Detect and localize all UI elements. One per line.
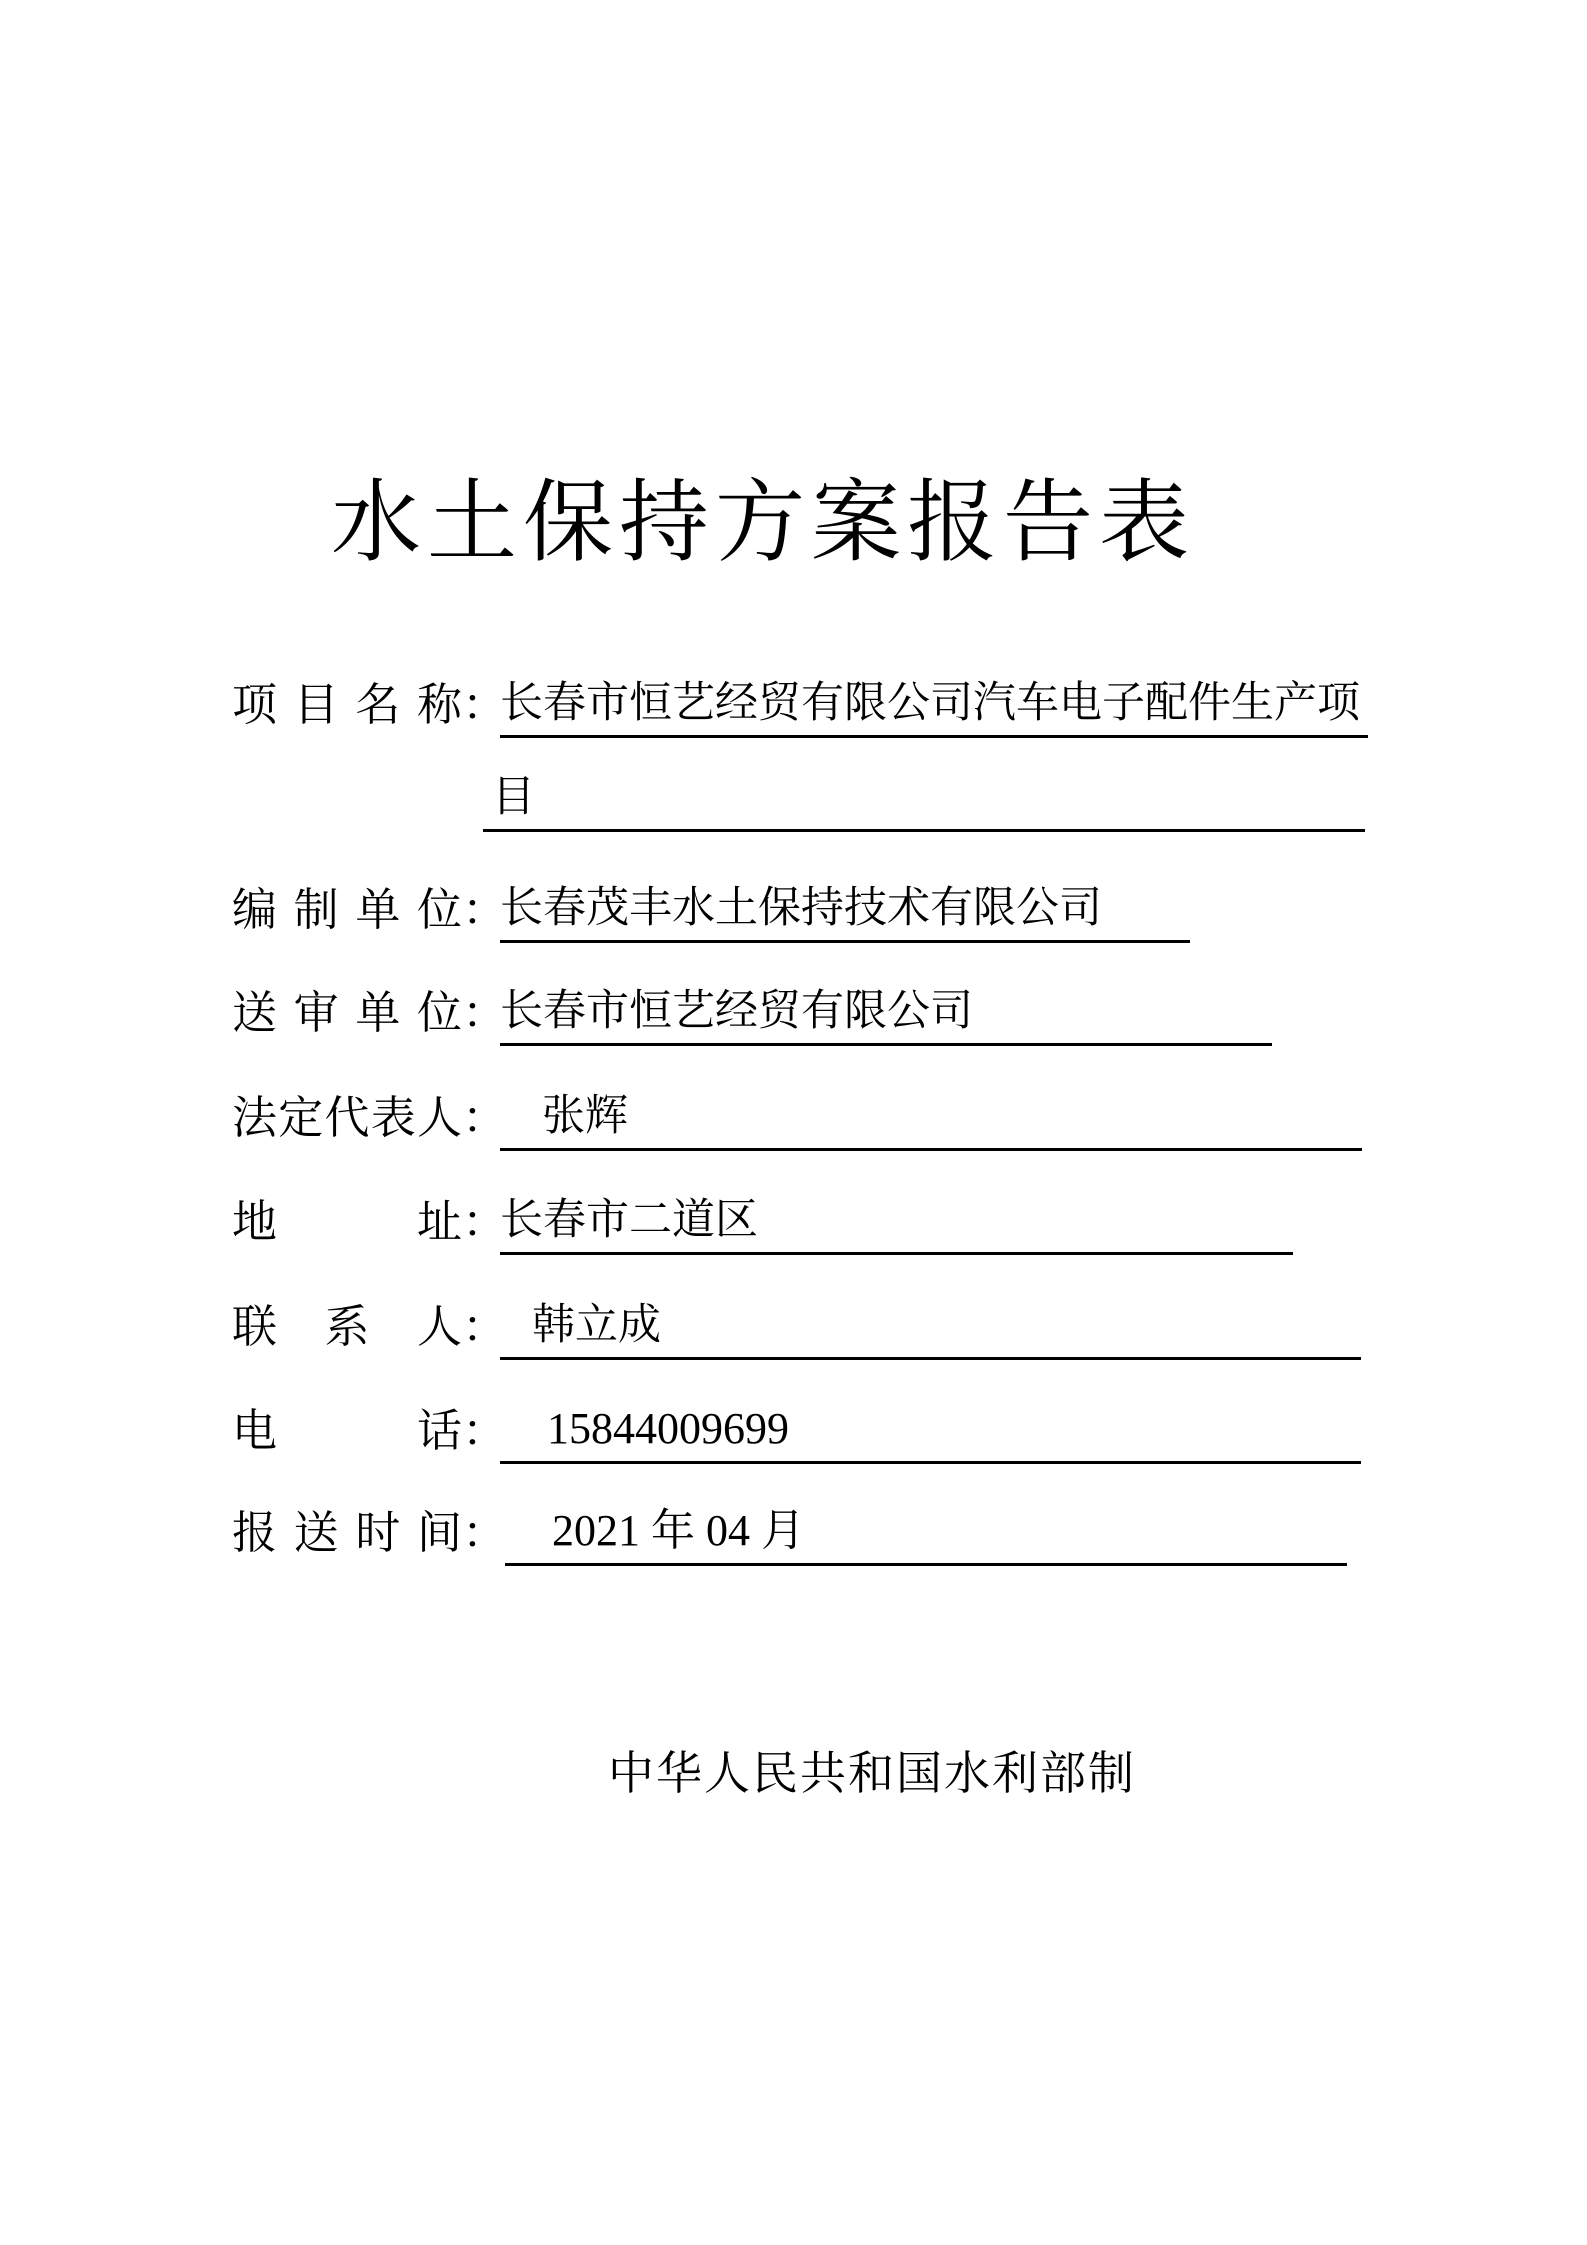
field-label-address: 地址：	[232, 1197, 508, 1247]
label-colon: ：	[462, 885, 508, 935]
field-value-project-name-line2: 目	[483, 770, 1365, 832]
field-row-contact-person	[0, 1298, 1587, 1360]
field-row-compiling-unit	[0, 881, 1587, 943]
label-colon: ：	[462, 1508, 508, 1558]
field-label-legal-representative: 法定代表人：	[232, 1093, 508, 1143]
label-colon: ：	[462, 1406, 508, 1456]
field-value-address: 长春市二道区	[500, 1193, 1293, 1255]
field-label-submission-date: 报送时间：	[232, 1508, 508, 1558]
field-value-project-name-line1: 长春市恒艺经贸有限公司汽车电子配件生产项	[500, 676, 1368, 738]
field-label-compiling-unit: 编制单位：	[232, 885, 508, 935]
field-row-phone	[0, 1402, 1587, 1464]
field-row-legal-representative	[0, 1089, 1587, 1151]
field-value-submission-date: 2021 年 04 月	[505, 1504, 1347, 1566]
field-value-phone: 15844009699	[500, 1402, 1361, 1464]
label-colon: ：	[462, 680, 508, 730]
field-row-address	[0, 1193, 1587, 1255]
field-row-project-name	[0, 676, 1587, 738]
document-title: 水土保持方案报告表	[331, 474, 1195, 573]
issuer-note: 中华人民共和国水利部制	[608, 1748, 1136, 1799]
field-label-phone: 电话：	[232, 1406, 508, 1456]
field-row-submission-date	[0, 1504, 1587, 1566]
label-colon: ：	[462, 1093, 508, 1143]
field-value-compiling-unit: 长春茂丰水土保持技术有限公司	[500, 881, 1190, 943]
label-colon: ：	[462, 988, 508, 1038]
label-colon: ：	[462, 1197, 508, 1247]
field-value-contact-person: 韩立成	[500, 1298, 1361, 1360]
field-row-review-unit	[0, 984, 1587, 1046]
field-row-project-name-continued	[0, 770, 1587, 832]
field-label-project-name: 项目名称：	[232, 680, 508, 730]
field-label-review-unit: 送审单位：	[232, 988, 508, 1038]
field-value-legal-representative: 张辉	[500, 1089, 1362, 1151]
label-colon: ：	[462, 1302, 508, 1352]
field-value-review-unit: 长春市恒艺经贸有限公司	[500, 984, 1272, 1046]
field-label-contact-person: 联系人：	[232, 1302, 508, 1352]
